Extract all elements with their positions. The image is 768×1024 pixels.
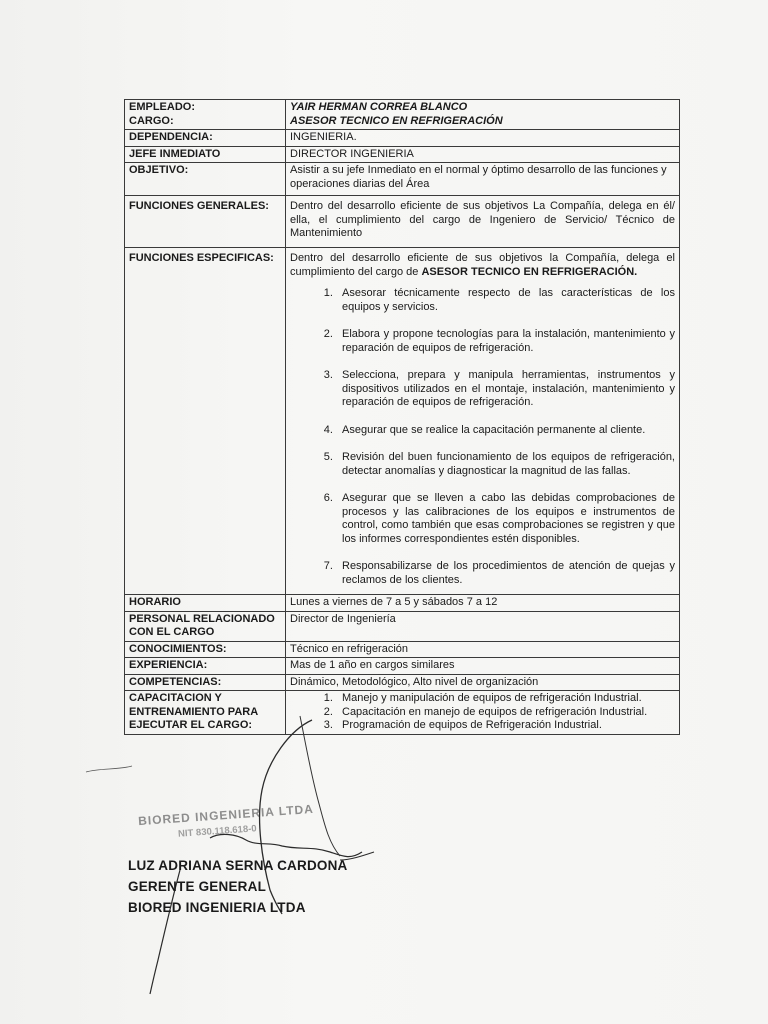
- label-funciones-especificas: FUNCIONES ESPECIFICAS:: [125, 248, 286, 595]
- label-conocimientos: CONOCIMIENTOS:: [125, 641, 286, 658]
- list-item: 4. Asegurar que se realice la capacitación permanente al cliente.: [336, 424, 675, 438]
- label-objetivo: OBJETIVO:: [125, 163, 286, 196]
- value-objetivo: Asistir a su jefe Inmediato en el normal y óptimo desarrollo de las funciones y operaciones diarias del Área: [286, 163, 680, 196]
- value-conocimientos: Técnico en refrigeración: [286, 641, 680, 658]
- label-personal: PERSONAL RELACIONADO CON EL CARGO: [125, 611, 286, 641]
- label-competencias: COMPETENCIAS:: [125, 674, 286, 691]
- label-cargo: CARGO:: [129, 114, 174, 127]
- list-item: 3. Selecciona, prepara y manipula herramientas, instrumentos y dispositivos utilizados en el montaje, instalación, mantenimiento y reparación de equipos de refrigeración.: [336, 369, 675, 410]
- signer-title: GERENTE GENERAL: [128, 879, 267, 894]
- value-experiencia: Mas de 1 año en cargos similares: [286, 658, 680, 675]
- value-cargo: ASESOR TECNICO EN REFRIGERACIÓN: [290, 114, 503, 127]
- list-item: 2. Capacitación en manejo de equipos de refrigeración Industrial.: [336, 706, 675, 720]
- value-jefe: DIRECTOR INGENIERIA: [286, 146, 680, 163]
- label-horario: HORARIO: [125, 595, 286, 612]
- label-capacitacion: CAPACITACION Y ENTRENAMIENTO PARA EJECUTAR EL CARGO:: [125, 691, 286, 735]
- list-item: 7. Responsabilizarse de los procedimientos de atención de quejas y reclamos de los clientes.: [336, 560, 675, 587]
- signer-name: LUZ ADRIANA SERNA CARDONA: [128, 858, 348, 873]
- value-horario: Lunes a viernes de 7 a 5 y sábados 7 a 12: [286, 595, 680, 612]
- signer-company: BIORED INGENIERIA LTDA: [128, 900, 306, 915]
- list-item: 3. Programación de equipos de Refrigeración Industrial.: [336, 719, 675, 733]
- company-stamp: BIORED INGENIERIA LTDA: [137, 801, 315, 829]
- value-personal: Director de Ingeniería: [286, 611, 680, 641]
- list-item: 6. Asegurar que se lleven a cabo las debidas comprobaciones de procesos y las calibraciones de los equipos e instrumentos de control, como también que esas comprobaciones se registren y que los informes correspondientes estén disponibles.: [336, 492, 675, 546]
- value-funciones-generales: Dentro del desarrollo eficiente de sus objetivos La Compañía, delega en él/ ella, el cumplimiento del cargo de Ingeniero de Servicio/ Técnico de Mantenimiento: [286, 196, 680, 248]
- value-empleado: YAIR HERMAN CORREA BLANCO ASESOR TECNICO EN REFRIGERACIÓN: [286, 100, 680, 130]
- funciones-intro-bold: ASESOR TECNICO EN REFRIGERACIÓN.: [421, 265, 638, 278]
- label-dependencia: DEPENDENCIA:: [125, 130, 286, 147]
- list-item: 5. Revisión del buen funcionamiento de los equipos de refrigeración, detectar anomalías y diagnosticar la magnitud de las fallas.: [336, 451, 675, 478]
- value-competencias: Dinámico, Metodológico, Alto nivel de organización: [286, 674, 680, 691]
- label-empleado: EMPLEADO: CARGO:: [125, 100, 286, 130]
- funciones-intro: Dentro del desarrollo eficiente de sus objetivos la Compañía, delega el cumplimiento del cargo de ASESOR TECNICO EN REFRIGERACIÓN.: [290, 252, 675, 278]
- company-stamp-nit: NIT 830.118.618-0: [177, 823, 257, 840]
- list-item: 1. Asesorar técnicamente respecto de las características de los equipos y servicios.: [336, 287, 675, 314]
- value-dependencia: INGENIERIA.: [286, 130, 680, 147]
- list-item: 1. Manejo y manipulación de equipos de refrigeración Industrial.: [336, 692, 675, 706]
- label-jefe: JEFE INMEDIATO: [125, 146, 286, 163]
- label-funciones-generales: FUNCIONES GENERALES:: [125, 196, 286, 248]
- label-experiencia: EXPERIENCIA:: [125, 658, 286, 675]
- list-item: 2. Elabora y propone tecnologías para la instalación, mantenimiento y reparación de equipos de refrigeración.: [336, 328, 675, 355]
